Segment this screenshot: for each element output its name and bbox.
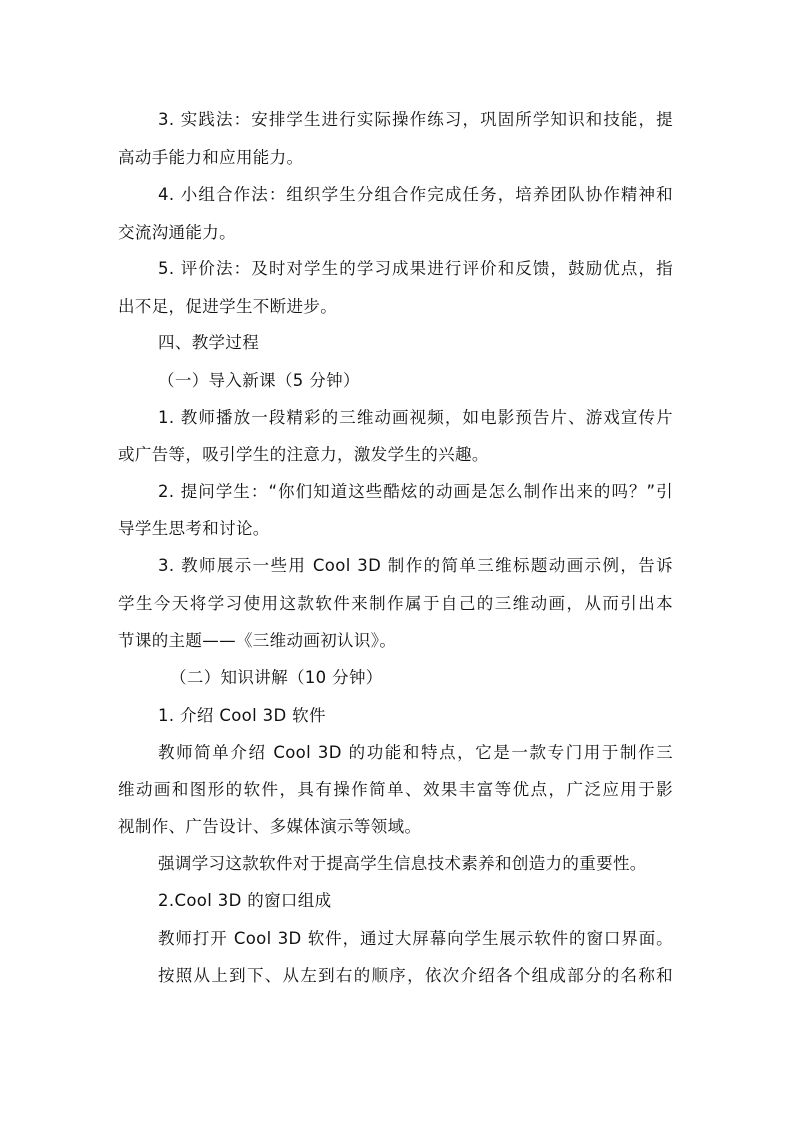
paragraph-line: 交流沟通能力。 [118,223,236,242]
paragraph-line: 1. 教师播放一段精彩的三维动画视频，如电影预告片、游戏宣传片 [158,408,673,427]
paragraph-line: 3. 教师展示一些用 Cool 3D 制作的简单三维标题动画示例，告诉 [158,556,673,575]
subsection-heading: （一）导入新课（5 分钟） [158,371,360,390]
paragraph-line: 强调学习这款软件对于提高学生信息技术素养和创造力的重要性。 [158,854,647,873]
paragraph-line: 高动手能力和应用能力。 [118,148,304,167]
item-heading: 2.Cool 3D 的窗口组成 [158,891,332,910]
paragraph-line: 4. 小组合作法：组织学生分组合作完成任务，培养团队协作精神和 [158,185,673,204]
paragraph-line: 教师简单介绍 Cool 3D 的功能和特点，它是一款专门用于制作三 [158,743,673,762]
paragraph-line: 导学生思考和讨论。 [118,519,270,538]
paragraph-line: 维动画和图形的软件，具有操作简单、效果丰富等优点，广泛应用于影 [118,780,673,799]
paragraph-line: 按照从上到下、从左到右的顺序，依次介绍各个组成部分的名称和 [158,966,673,985]
paragraph-line: 5. 评价法：及时对学生的学习成果进行评价和反馈，鼓励优点，指 [158,259,673,278]
paragraph-line: 3. 实践法：安排学生进行实际操作练习，巩固所学知识和技能，提 [158,110,673,129]
item-heading: 1. 介绍 Cool 3D 软件 [158,706,326,725]
paragraph-line: 或广告等，吸引学生的注意力，激发学生的兴趣。 [118,445,489,464]
paragraph-line: 学生今天将学习使用这款软件来制作属于自己的三维动画，从而引出本 [118,594,673,613]
paragraph-line: 视制作、广告设计、多媒体演示等领域。 [118,817,422,836]
section-heading: 四、教学过程 [158,333,260,352]
paragraph-line: 节课的主题——《三维动画初认识》。 [118,631,397,650]
paragraph-line: 教师打开 Cool 3D 软件，通过大屏幕向学生展示软件的窗口界面。 [158,929,673,948]
subsection-heading: （二）知识讲解（10 分钟） [170,668,383,687]
paragraph-line: 出不足，促进学生不断进步。 [118,297,338,316]
paragraph-line: 2. 提问学生：“你们知道这些酷炫的动画是怎么制作出来的吗？”引 [158,482,673,501]
